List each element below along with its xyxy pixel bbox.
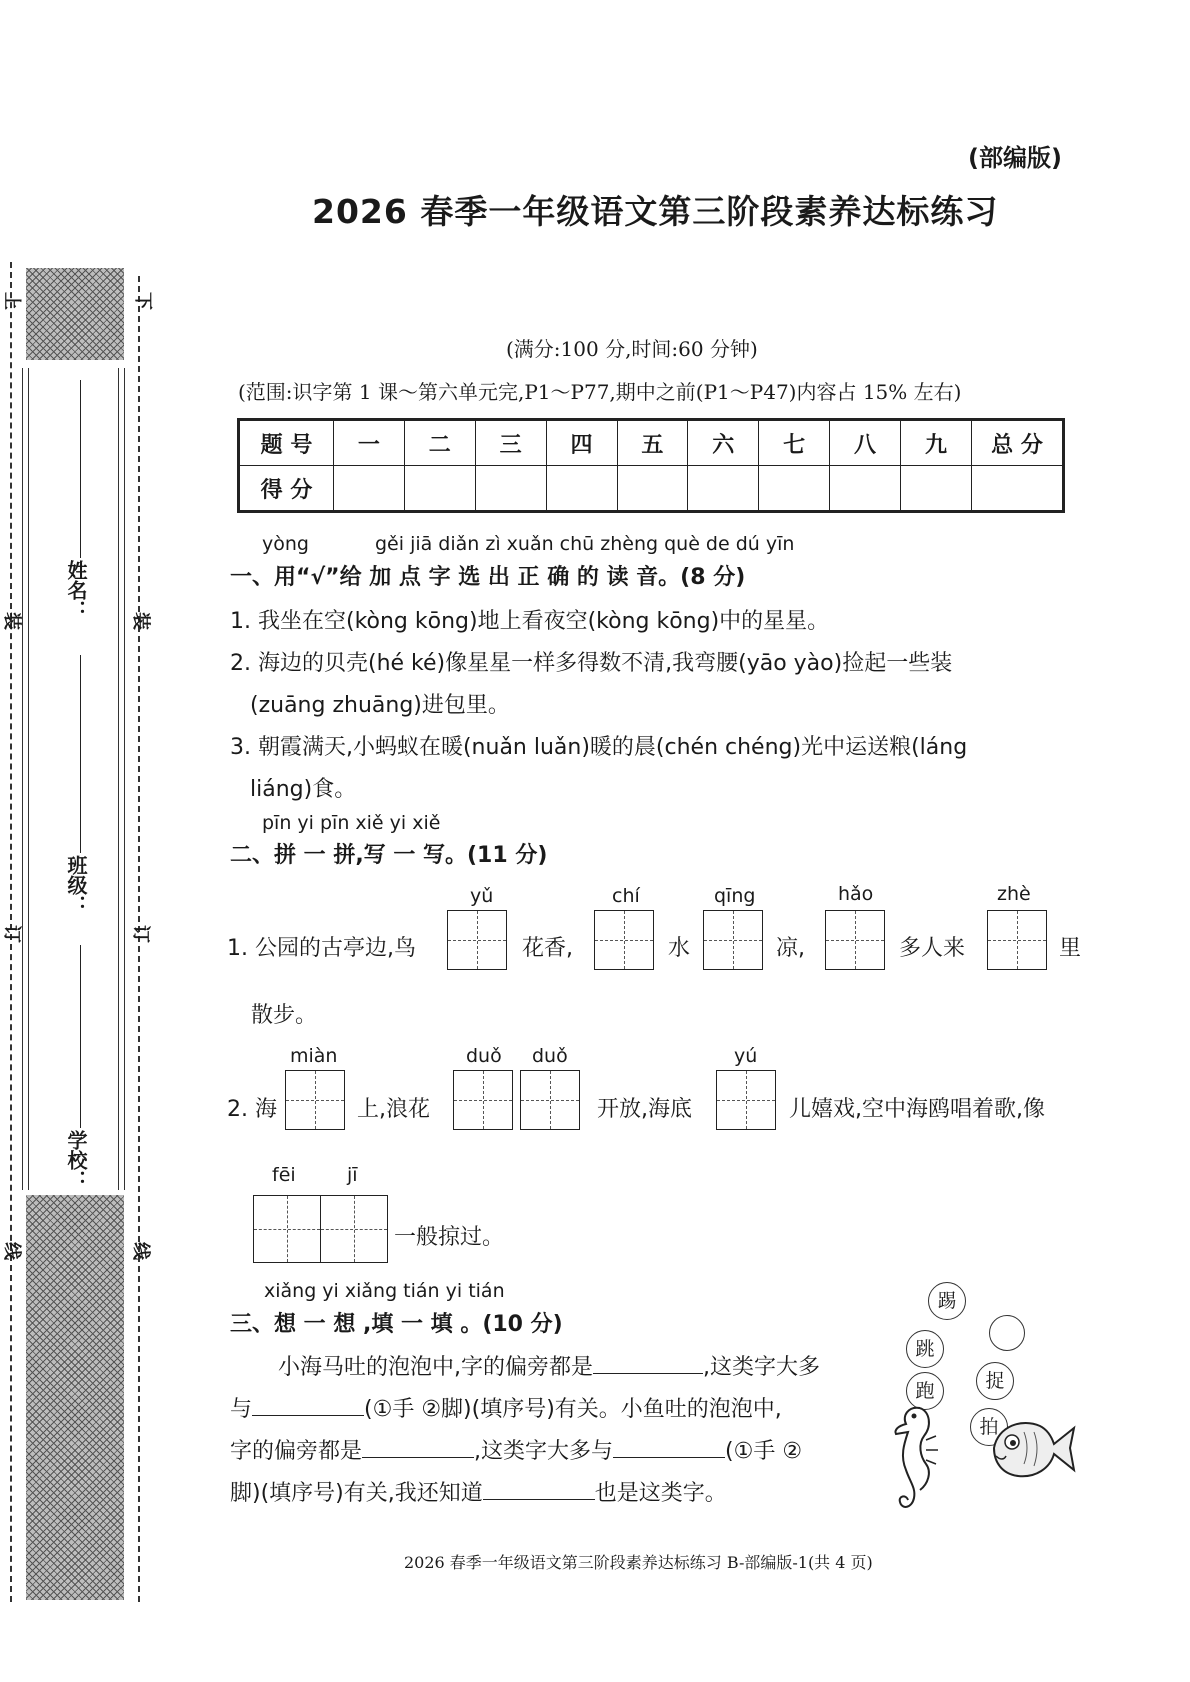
school-label: 学校：: [64, 1130, 88, 1190]
q2-s2-py-1: miàn: [290, 1045, 338, 1067]
score-cell[interactable]: [901, 466, 972, 512]
answer-blank[interactable]: [613, 1457, 725, 1458]
bubble-pao: 跑: [906, 1372, 944, 1410]
tianzige-box[interactable]: [703, 910, 763, 970]
q1-item-3-cont: liáng)食。: [250, 777, 357, 802]
xian-left: 线: [1, 1242, 22, 1260]
score-cell[interactable]: [475, 466, 546, 512]
q2-s2-py-2: duǒ: [466, 1045, 502, 1067]
q3-line-4: [230, 1476, 727, 1507]
q2-pinyin: pīn yi pīn xiě yi xiě: [262, 812, 441, 834]
q3-text: (①手 ②: [725, 1439, 803, 1464]
q1-pinyin-b: gěi jiā diǎn zì xuǎn chū zhèng què de dú yīn: [375, 533, 795, 555]
ding-left: 订: [1, 925, 22, 943]
col-header: 七: [759, 420, 830, 466]
fish-icon: [988, 1408, 1078, 1488]
tianzige-box[interactable]: [253, 1195, 321, 1263]
tianzige-box[interactable]: [825, 910, 885, 970]
q3-text: 与: [230, 1397, 253, 1422]
hatch-bottom: [26, 1195, 124, 1600]
tianzige-box[interactable]: [320, 1195, 388, 1263]
tianzige-box[interactable]: [447, 910, 507, 970]
q3-text: 也是这类字。: [594, 1481, 727, 1506]
col-header: 一: [334, 420, 405, 466]
xian-right: 线: [130, 1242, 151, 1260]
q3-text: ,这类字大多: [703, 1355, 820, 1380]
tianzige-box[interactable]: [594, 910, 654, 970]
answer-blank[interactable]: [593, 1373, 703, 1374]
q2-s3-py-1: fēi: [272, 1164, 296, 1186]
score-time: (满分:100 分,时间:60 分钟): [506, 337, 758, 361]
col-header: 九: [901, 420, 972, 466]
q2-s2-text-4: 儿嬉戏,空中海鸥唱着歌,像: [789, 1097, 1045, 1122]
q2-s1-py-2: chí: [612, 885, 640, 907]
q1-item-1: 1. 我坐在空(kòng kōng)地上看夜空(kòng kōng)中的星星。: [230, 609, 830, 634]
row-label: 得 分: [239, 466, 334, 512]
q2-s1-py-3: qīng: [714, 885, 756, 907]
page-title: 2026 春季一年级语文第三阶段素养达标练习: [312, 192, 999, 231]
q2-s1-text-3: 水: [668, 936, 691, 961]
score-cell[interactable]: [334, 466, 405, 512]
score-header-row: [239, 420, 1064, 466]
q2-s1-text-5: 多人来: [899, 936, 966, 961]
answer-blank[interactable]: [362, 1457, 474, 1458]
q2-s1-text-4: 凉,: [776, 936, 805, 961]
score-cell[interactable]: [617, 466, 688, 512]
bubble-empty: [989, 1315, 1025, 1351]
q3-text: (①手 ②脚)(填序号)有关。小鱼吐的泡泡中,: [364, 1397, 782, 1422]
q3-text: 字的偏旁都是: [230, 1439, 363, 1464]
score-row: [239, 466, 1064, 512]
tianzige-box[interactable]: [716, 1070, 776, 1130]
row-label: 题 号: [239, 420, 334, 466]
q2-s3-py-2: jī: [347, 1164, 358, 1186]
class-label: 班级：: [64, 855, 88, 915]
q2-s2-text-2: 上,浪花: [357, 1097, 430, 1122]
q3-text: 小海马吐的泡泡中,字的偏旁都是: [278, 1355, 593, 1380]
q2-s2-py-3: duǒ: [532, 1045, 568, 1067]
hatch-top: [26, 268, 124, 360]
q3-heading: 三、想 一 想 ,填 一 填 。(10 分): [230, 1312, 563, 1337]
q2-s1-py-5: zhè: [997, 883, 1031, 905]
score-cell[interactable]: [546, 466, 617, 512]
bubble-pai: 拍: [970, 1408, 1008, 1446]
q3-text: 脚)(填序号)有关,我还知道: [230, 1481, 483, 1506]
zhuang-left: 装: [1, 612, 22, 630]
q3-text: ,这类字大多与: [474, 1439, 614, 1464]
col-header: 三: [475, 420, 546, 466]
score-cell[interactable]: [972, 466, 1064, 512]
binding-rule-4: [124, 368, 125, 1190]
q1-item-2: 2. 海边的贝壳(hé ké)像星星一样多得数不清,我弯腰(yāo yào)捡起一些装: [230, 651, 953, 676]
col-header: 二: [404, 420, 475, 466]
q2-s1-text-2: 花香,: [522, 936, 573, 961]
q1-heading: 一、用“√”给 加 点 字 选 出 正 确 的 读 音。(8 分): [230, 565, 746, 590]
col-header: 六: [688, 420, 759, 466]
bubble-tiao: 跳: [906, 1330, 944, 1368]
q2-s2-py-4: yú: [734, 1045, 758, 1067]
col-header: 八: [830, 420, 901, 466]
school-line[interactable]: [80, 945, 81, 1128]
q1-item-3: 3. 朝霞满天,小蚂蚁在暖(nuǎn luǎn)暖的晨(chén chéng)光中运送粮(láng: [230, 735, 968, 760]
score-cell[interactable]: [688, 466, 759, 512]
q2-s1-py-1: yǔ: [470, 885, 494, 907]
q2-s2-text-3: 开放,海底: [597, 1097, 692, 1122]
binding-rule-2: [28, 368, 29, 1190]
q2-s1-py-4: hǎo: [838, 883, 874, 905]
q3-line-3: [230, 1434, 802, 1465]
q3-pinyin: xiǎng yi xiǎng tián yi tián: [264, 1280, 505, 1302]
tianzige-box[interactable]: [520, 1070, 580, 1130]
score-cell[interactable]: [759, 466, 830, 512]
ding-right: 订: [130, 925, 151, 943]
col-header: 四: [546, 420, 617, 466]
q2-s1-text-6: 里: [1059, 936, 1082, 961]
col-header: 五: [617, 420, 688, 466]
tianzige-box[interactable]: [285, 1070, 345, 1130]
top-mark: 上: [1, 292, 22, 310]
q1-pinyin-a: yòng: [262, 533, 309, 555]
score-cell[interactable]: [830, 466, 901, 512]
answer-blank[interactable]: [252, 1415, 364, 1416]
col-header: 总 分: [972, 420, 1064, 466]
answer-blank[interactable]: [483, 1499, 595, 1500]
q2-s1-cont: 散步。: [251, 1003, 318, 1028]
page-footer: 2026 春季一年级语文第三阶段素养达标练习 B-部编版-1(共 4 页): [404, 1553, 873, 1572]
scope-text: (范围:识字第 1 课～第六单元完,P1～P77,期中之前(P1～P47)内容占 15% 左右): [238, 380, 962, 404]
bubble-ti: 踢: [928, 1282, 966, 1320]
q1-item-2-cont: (zuāng zhuāng)进包里。: [250, 693, 510, 718]
edition-label: (部编版): [968, 144, 1062, 172]
name-line[interactable]: [80, 380, 81, 558]
binding-rule-1: [22, 368, 23, 1190]
seahorse-icon: [880, 1400, 950, 1520]
q2-heading: 二、拼 一 拼,写 一 写。(11 分): [230, 843, 548, 868]
tianzige-box[interactable]: [453, 1070, 513, 1130]
q3-line-1: [278, 1350, 820, 1381]
q3-line-2: [230, 1392, 782, 1423]
bubble-zhuo: 捉: [976, 1362, 1014, 1400]
q2-s3-tail: 一般掠过。: [394, 1225, 505, 1250]
score-table: [237, 418, 1065, 513]
score-cell[interactable]: [404, 466, 475, 512]
q2-s2-text-1: 2. 海: [227, 1097, 277, 1122]
name-label: 姓名：: [64, 560, 88, 620]
class-line[interactable]: [80, 655, 81, 853]
q2-s1-text-1: 1. 公园的古亭边,鸟: [227, 936, 416, 961]
binding-rule-3: [118, 368, 119, 1190]
tianzige-box[interactable]: [987, 910, 1047, 970]
zhuang-right: 装: [130, 612, 151, 630]
bottom-mark: 下: [132, 292, 153, 310]
